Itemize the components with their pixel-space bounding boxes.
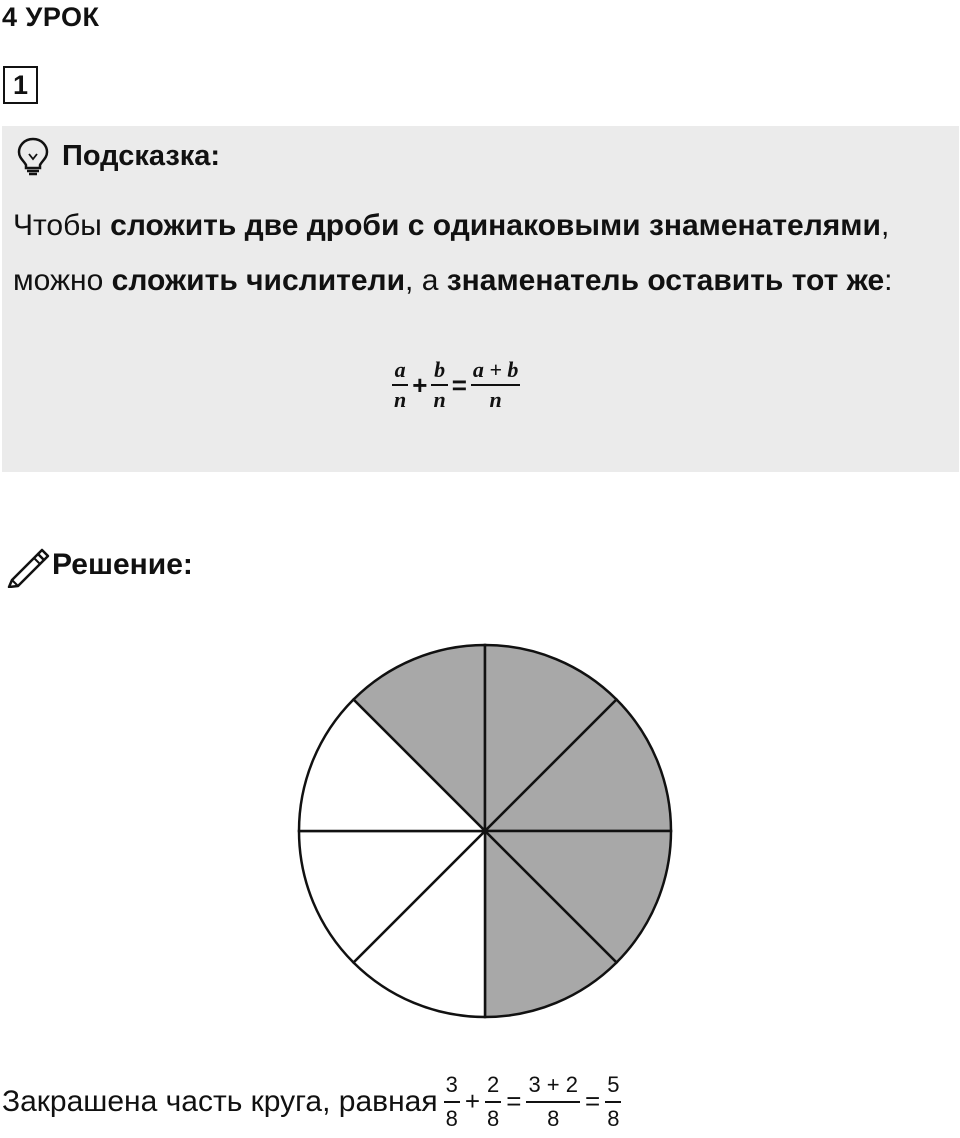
answer-denominator: 8	[445, 1105, 458, 1131]
answer-line	[2, 1072, 621, 1132]
answer-equals: =	[585, 1086, 601, 1117]
hint-text-run: Чтобы	[13, 209, 111, 242]
fraction-bar	[485, 1101, 501, 1103]
answer-fraction-1	[444, 1072, 460, 1132]
answer-denominator: 8	[607, 1105, 620, 1131]
formula-numerator: a + b	[472, 357, 519, 382]
hint-text-run: , а	[405, 264, 447, 297]
answer-fraction-4	[605, 1072, 621, 1132]
formula-fraction-b-n	[431, 358, 447, 412]
formula-fraction-a-n	[392, 358, 408, 412]
formula-denominator: n	[394, 387, 407, 412]
fraction-bar	[526, 1101, 580, 1103]
answer-denominator: 8	[487, 1105, 500, 1131]
answer-label: Закрашена часть круга, равная	[2, 1084, 438, 1118]
fraction-bar	[444, 1101, 460, 1103]
formula-numerator: b	[434, 357, 446, 382]
hint-text-bold: сложить числители	[111, 264, 406, 297]
lightbulb-icon	[14, 136, 52, 181]
formula-numerator: a	[394, 357, 406, 382]
lesson-title: 4 УРОК	[2, 2, 100, 32]
answer-fraction-2	[485, 1072, 501, 1132]
hint-box	[2, 126, 959, 472]
hint-text-bold: знаменатель оставить тот же	[446, 264, 885, 297]
formula-equals: =	[451, 369, 467, 400]
answer-fraction-3	[526, 1072, 580, 1132]
answer-numerator: 5	[607, 1072, 620, 1097]
formula-fraction-result	[471, 358, 521, 412]
hint-text	[13, 198, 913, 308]
formula-plus: +	[412, 369, 428, 400]
fraction-bar	[431, 384, 447, 386]
pencil-icon	[4, 544, 50, 593]
hint-title: Подсказка:	[62, 140, 221, 172]
fraction-circle	[252, 612, 704, 1064]
answer-equals: =	[506, 1086, 522, 1117]
answer-numerator: 3	[445, 1072, 458, 1097]
answer-denominator: 8	[547, 1105, 560, 1131]
formula-denominator: n	[489, 387, 502, 412]
answer-numerator: 2	[487, 1072, 500, 1097]
task-number: 1	[3, 66, 38, 104]
fraction-bar	[392, 384, 408, 386]
fraction-bar	[605, 1101, 621, 1103]
fraction-bar	[471, 384, 521, 386]
hint-text-run: :	[884, 264, 893, 297]
answer-numerator: 3 + 2	[528, 1072, 578, 1097]
hint-formula	[392, 358, 520, 412]
formula-denominator: n	[433, 387, 446, 412]
hint-text-run: , можно	[13, 209, 890, 297]
solution-title: Решение:	[52, 548, 193, 581]
hint-text-bold: сложить две дроби с одинаковыми знаменателями	[110, 209, 881, 242]
answer-plus: +	[464, 1086, 481, 1117]
